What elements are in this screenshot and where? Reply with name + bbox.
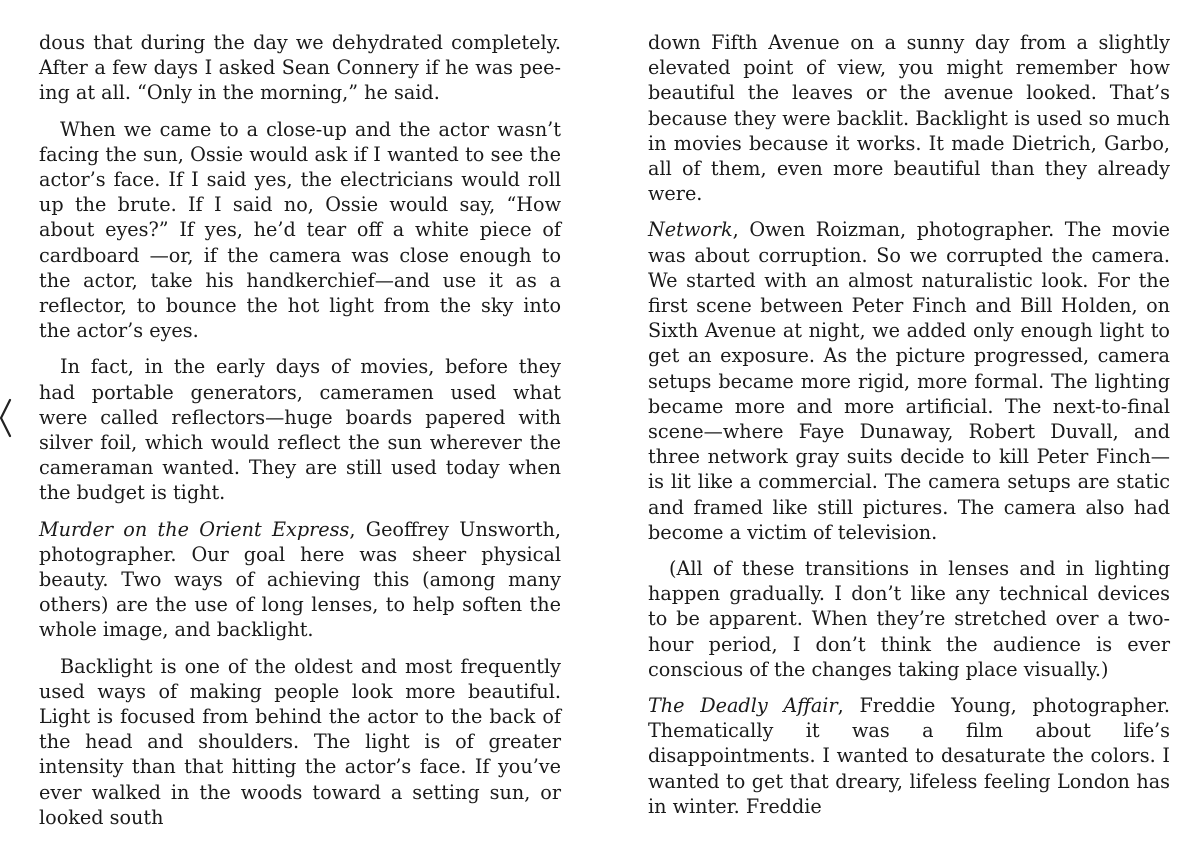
- left-paragraph-3: In fact, in the early days of movies, before they had portable generators, cameramen used what were called reflectors—huge boards papered with silver foil, which would reflect the sun wherever the cameraman wanted. They are still used today when the budget is tight.: [39, 355, 561, 505]
- right-paragraph-3: (All of these transitions in lenses and in lighting happen gradually. I don’t like any technical devices to be apparent. When they’re stretched over a two-hour period, I don’t think the audience is ever conscious of the changes taking place visually.): [648, 557, 1170, 681]
- left-page-column: [39, 30, 561, 841]
- left-paragraph-5: Backlight is one of the oldest and most frequently used ways of making people look more beautiful. Light is focused from behind the actor to the back of the head and shoulders. The light is of greater intensity than that hitting the actor’s face. If you’ve ever walked in the woods toward a setting sun, or looked south: [39, 654, 561, 829]
- film-title: Murder on the Orient Express: [39, 517, 350, 541]
- left-paragraph-1: dous that during the day we dehydrated completely. After a few days I asked Sean Connery if he was peeing at all. “Only in the morning,” he said.: [39, 31, 561, 105]
- left-paragraph-2: When we came to a close-up and the actor wasn’t facing the sun, Ossie would ask if I wanted to see the actor’s face. If I said yes, the electricians would roll up the brute. If I said no, Ossie would say, “How about eyes?” If yes, he’d tear off a white piece of cardboard —or, if the camera was close enough to the actor, take his handkerchief—and use it as a reflector, to bounce the hot light from the sky into the actor’s eyes.: [39, 117, 561, 343]
- right-paragraph-4: [648, 693, 1170, 819]
- paragraph-text: , Owen Roizman, photographer. The movie was about corruption. So we corrupted the camera. We started with an almost naturalistic look. For the first scene between Peter Finch and Bill Holden, on Sixth Avenue at night, we added only enough light to get an exposure. As the picture progressed, camera setups became more rigid, more formal. The lighting became more and more artificial. The next-to-final scene—where Faye Dunaway, Robert Duvall, and three network gray suits decide to kill Peter Finch—is lit like a commercial. The camera setups are static and framed like still pictures. The camera also had become a victim of television.: [648, 218, 1170, 544]
- chevron-left-icon: [0, 396, 14, 440]
- paragraph-text: , Geoffrey Unsworth, photographer. Our goal here was sheer physical beauty. Two ways of achieving this (among many others) are the use of long lenses, to help soften the whole image, and backlight.: [39, 517, 561, 642]
- film-title: The Deadly Affair: [648, 694, 838, 718]
- right-paragraph-2: [648, 217, 1170, 545]
- right-page-column: [648, 30, 1170, 830]
- paragraph-text: , Freddie Young, photographer. Thematically it was a film about life’s disappointments. I wanted to desaturate the colors. I wanted to get that dreary, lifeless feeling London has in winter. Freddie: [648, 694, 1170, 818]
- left-paragraph-4: [39, 517, 561, 643]
- right-paragraph-1: down Fifth Avenue on a sunny day from a slightly elevated point of view, you might remember how beautiful the leaves or the avenue looked. That’s because they were backlit. Backlight is used so much in movies because it works. It made Dietrich, Garbo, all of them, even more beautiful than they already were.: [648, 31, 1170, 206]
- prev-page-button[interactable]: [0, 396, 14, 440]
- film-title: Network: [648, 218, 733, 242]
